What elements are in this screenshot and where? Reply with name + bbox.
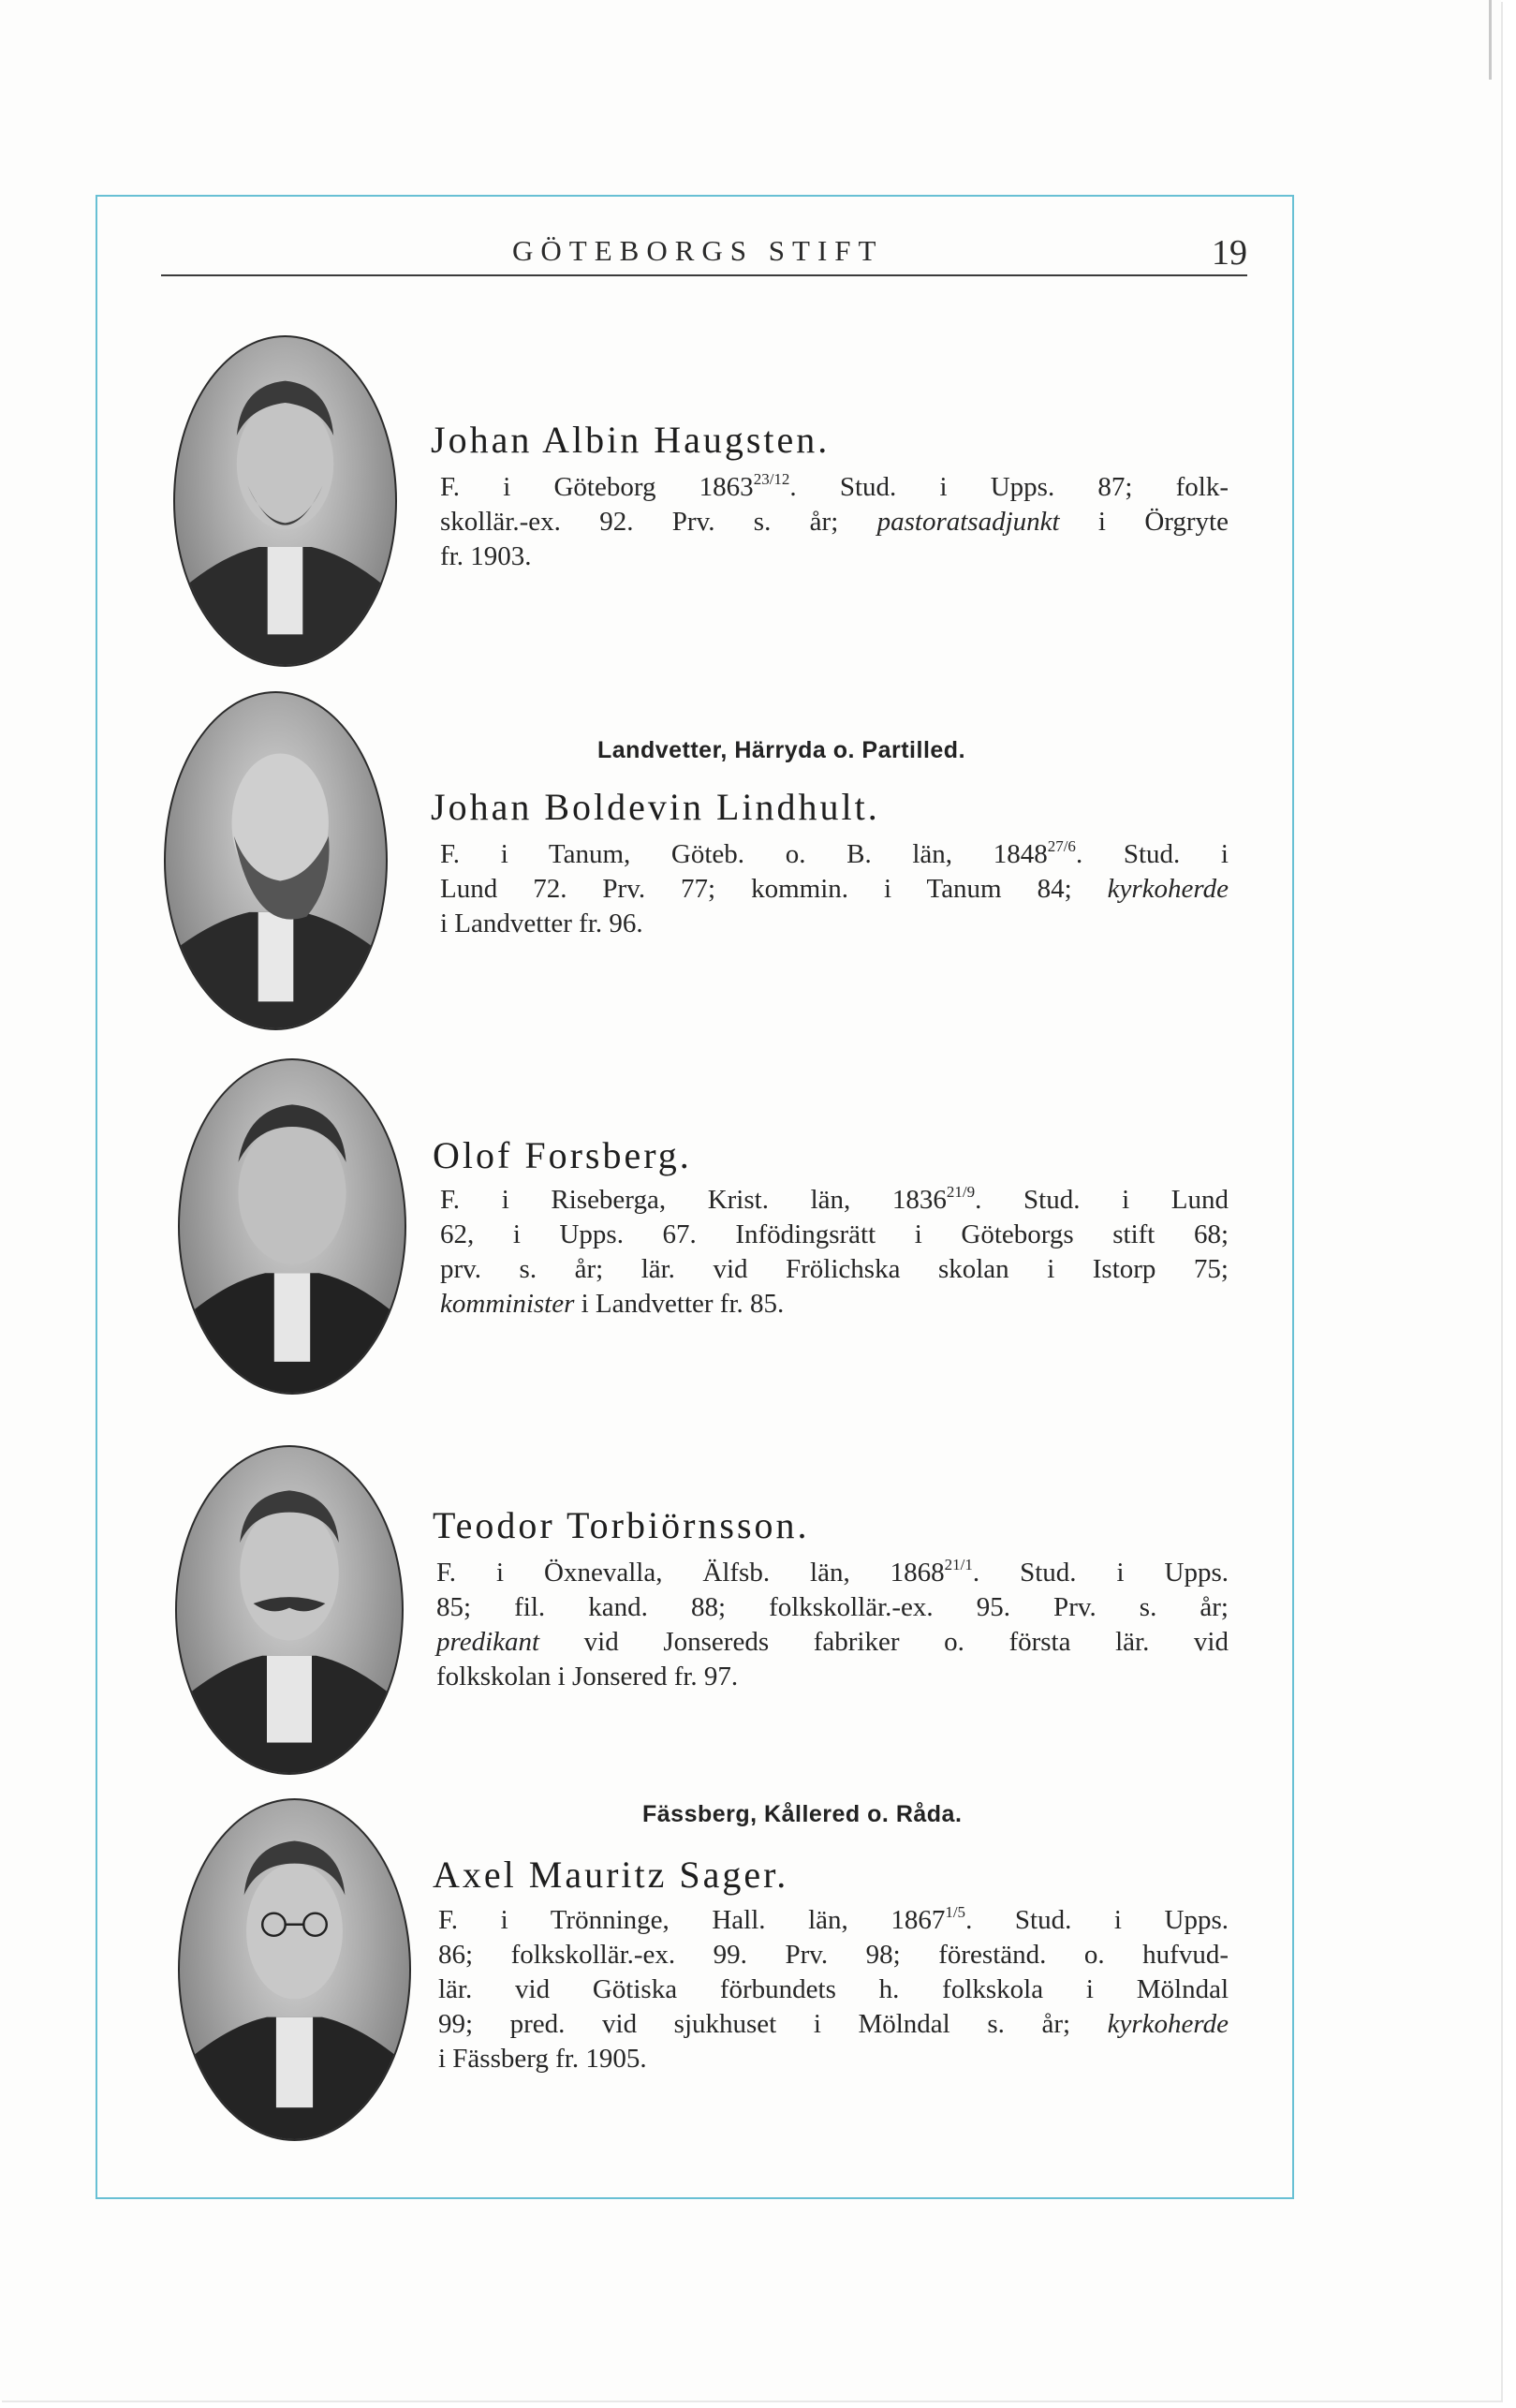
entry-bio: [436, 1556, 1229, 1694]
bio-text: F. i Riseberga, Krist. län, 1836: [440, 1185, 947, 1215]
portrait-image: [177, 1447, 402, 1773]
bio-text: folkskolan i Jonsered fr. 97.: [436, 1662, 739, 1692]
bio-text: . Stud. i Upps.: [972, 1558, 1229, 1588]
date-superscript: 21/1: [944, 1556, 973, 1573]
bio-text: . Stud. i Lund: [975, 1185, 1229, 1215]
date-superscript: 21/9: [946, 1183, 976, 1201]
bio-line: [440, 837, 1229, 872]
bio-line: [438, 1938, 1229, 1972]
bio-text: F. i Öxnevalla, Älfsb. län, 1868: [436, 1558, 945, 1588]
position-title: kyrkoherde: [1107, 874, 1229, 904]
bio-text: 86; folkskollär.-ex. 99. Prv. 98; föreständ. o. hufvud-: [438, 1940, 1229, 1970]
bio-text: 85; fil. kand. 88; folkskollär.-ex. 95. Prv. s. år;: [436, 1592, 1229, 1622]
bio-text: 99; pred. vid sjukhuset i Mölndal s. år;: [438, 2009, 1108, 2039]
portrait-image: [180, 1800, 409, 2139]
header-rule: [161, 274, 1247, 276]
bio-line: [440, 470, 1229, 505]
entry-bio: [440, 837, 1229, 941]
bio-text: F. i Göteborg 1863: [440, 472, 754, 502]
entry-name: Johan Albin Haugsten.: [431, 419, 831, 461]
page-number: 19: [1212, 233, 1247, 273]
bio-text: 62, i Upps. 67. Infödingsrätt i Göteborgs stift 68;: [440, 1219, 1229, 1249]
bio-line: [438, 2042, 1229, 2076]
entry-bio: [440, 470, 1229, 574]
bio-line: [436, 1625, 1229, 1660]
page-edge-mark: [1489, 0, 1492, 80]
bio-line: [440, 872, 1229, 907]
bio-text: Lund 72. Prv. 77; kommin. i Tanum 84;: [440, 874, 1108, 904]
bio-text: F. i Trönninge, Hall. län, 1867: [438, 1905, 946, 1935]
position-title: pastoratsadjunkt: [876, 507, 1060, 537]
portrait-forsberg: [178, 1058, 406, 1395]
position-title: komminister: [440, 1289, 575, 1319]
date-superscript: 23/12: [753, 470, 790, 488]
portrait-torbiornsson: [175, 1445, 404, 1775]
bio-text: i Örgryte: [1059, 507, 1229, 537]
portrait-image: [166, 693, 386, 1028]
bio-line: [440, 539, 1229, 574]
bio-line: [436, 1556, 1229, 1590]
bio-line: [440, 1252, 1229, 1287]
portrait-image: [180, 1060, 405, 1393]
entry-bio: [440, 1183, 1229, 1322]
bio-line: [440, 907, 1229, 941]
bio-text: . Stud. i Upps. 87; folk-: [789, 472, 1229, 502]
bio-text: i Landvetter fr. 85.: [574, 1289, 785, 1319]
running-title: GÖTEBORGS STIFT: [512, 234, 884, 267]
bio-line: [440, 505, 1229, 539]
bio-text: . Stud. i Upps.: [965, 1905, 1229, 1935]
entry-name: Johan Boldevin Lindhult.: [431, 786, 880, 828]
bio-text: skollär.-ex. 92. Prv. s. år;: [440, 507, 877, 537]
entry-bio: [438, 1903, 1229, 2076]
parish-heading: Fässberg, Kållered o. Råda.: [642, 1801, 963, 1827]
entry-name: Teodor Torbiörnsson.: [433, 1504, 810, 1546]
bio-line: [440, 1183, 1229, 1218]
bio-text: lär. vid Götiska förbundets h. folkskola i Mölndal: [438, 1974, 1229, 2004]
portrait-lindhult: [164, 691, 388, 1030]
portrait-haugsten: [173, 335, 397, 667]
bio-line: [440, 1287, 1229, 1322]
bio-line: [438, 1972, 1229, 2007]
bio-line: [436, 1590, 1229, 1625]
bio-text: fr. 1903.: [440, 541, 532, 571]
bio-text: i Landvetter fr. 96.: [440, 909, 643, 938]
parish-heading: Landvetter, Härryda o. Partilled.: [597, 737, 966, 763]
portrait-image: [175, 337, 395, 665]
bio-text: i Fässberg fr. 1905.: [438, 2044, 647, 2074]
entry-name: Axel Mauritz Sager.: [433, 1854, 789, 1896]
bio-text: prv. s. år; lär. vid Frölichska skolan i Istorp 75;: [440, 1254, 1229, 1284]
date-superscript: 27/6: [1047, 837, 1076, 855]
bio-text: vid Jonsereds fabriker o. första lär. vid: [539, 1627, 1229, 1657]
position-title: kyrkoherde: [1107, 2009, 1229, 2039]
position-title: predikant: [436, 1627, 540, 1657]
bio-line: [440, 1218, 1229, 1252]
bio-line: [438, 1903, 1229, 1938]
bio-text: . Stud. i: [1075, 839, 1229, 869]
bio-line: [438, 2007, 1229, 2042]
date-superscript: 1/5: [945, 1903, 966, 1921]
portrait-sager: [178, 1798, 411, 2141]
entry-name: Olof Forsberg.: [433, 1134, 692, 1176]
bio-text: F. i Tanum, Göteb. o. B. län, 1848: [440, 839, 1048, 869]
bio-line: [436, 1660, 1229, 1694]
